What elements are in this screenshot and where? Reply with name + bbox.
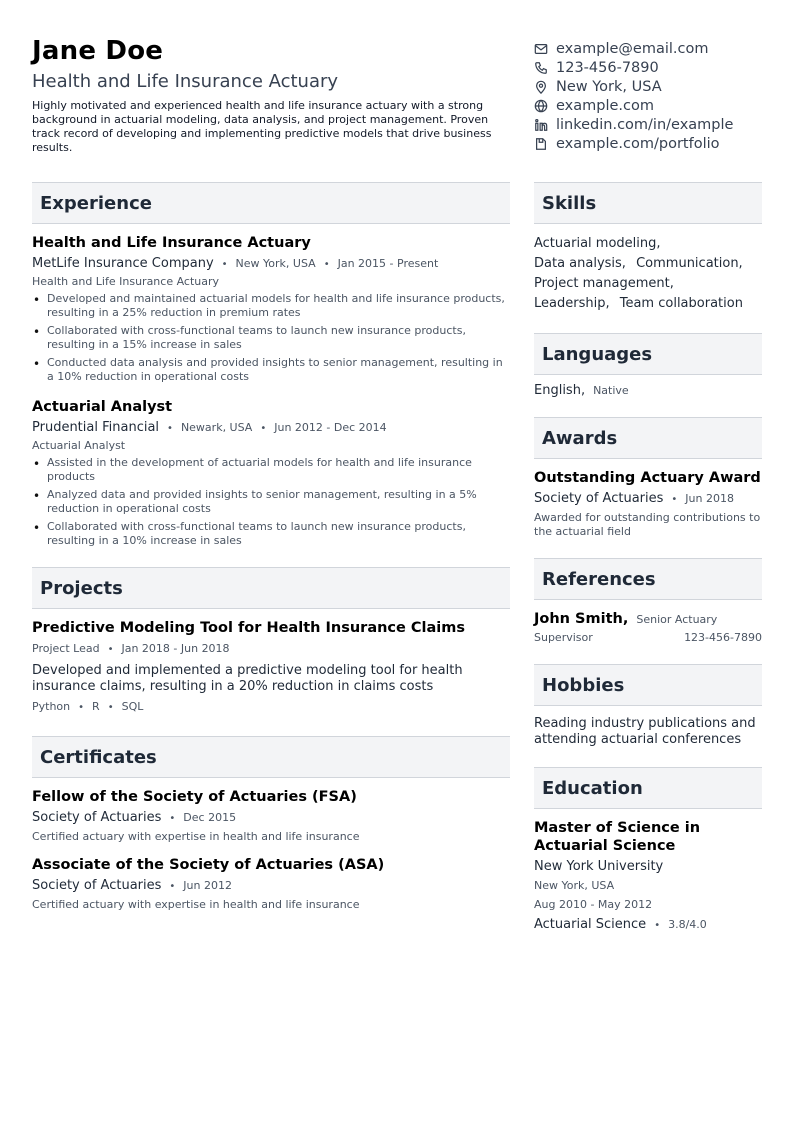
contact-website[interactable] — [534, 96, 762, 115]
side-column — [534, 182, 762, 935]
award-meta — [534, 490, 762, 509]
bullet-item: • Assisted in the development of actuarial models for health and life insurance products — [32, 456, 510, 484]
contact-phone[interactable] — [534, 58, 762, 77]
candidate-headline: Health and Life Insurance Actuary — [32, 71, 339, 92]
projects-heading: Projects — [32, 567, 510, 609]
job-company: MetLife Insurance Company — [32, 256, 214, 271]
award-description: Awarded for outstanding contributions to the actuarial field — [534, 511, 761, 538]
project-name: Predictive Modeling Tool for Health Insurance Claims — [32, 620, 466, 636]
education-school-line — [534, 858, 762, 876]
job-role: Actuarial Analyst — [32, 439, 126, 452]
job-bullets — [32, 456, 510, 548]
separator-dot: • — [260, 423, 267, 434]
certificates-heading: Certificates — [32, 736, 510, 778]
main-column — [32, 182, 510, 935]
job-location: New York, USA — [235, 257, 316, 270]
separator-dot: • — [169, 881, 176, 892]
skill-item: Communication, — [636, 256, 743, 271]
skills-list — [534, 234, 762, 314]
location-text: New York, USA — [556, 78, 662, 95]
job-location: Newark, USA — [180, 421, 253, 434]
separator-dot: • — [323, 259, 330, 270]
certificate-name: Fellow of the Society of Actuaries (FSA) — [32, 789, 357, 805]
reference-detail-line — [534, 629, 762, 645]
bullet-item: • Collaborated with cross-functional teams to launch new insurance products, resulting in a 15% increase in sales — [32, 324, 510, 352]
certificate-date: Dec 2015 — [183, 811, 237, 824]
job-position: Health and Life Insurance Actuary — [32, 235, 311, 251]
certificate-name: Associate of the Society of Actuaries (ASA) — [32, 857, 385, 873]
job-company: Prudential Financial — [32, 420, 160, 435]
project-role: Project Lead — [32, 642, 100, 655]
phone-text: 123-456-7890 — [556, 59, 659, 76]
contact-location — [534, 77, 762, 96]
skill-item: Data analysis, — [534, 256, 626, 271]
project-description: Developed and implemented a predictive modeling tool for health insurance claims, resulting in a 20% reduction in claims costs — [32, 663, 463, 694]
education-location: New York, USA — [534, 879, 615, 892]
education-dates: Aug 2010 - May 2012 — [534, 898, 653, 911]
certificate-description: Certified actuary with expertise in health and life insurance — [32, 898, 360, 911]
tech-item: Python — [32, 700, 71, 713]
bullet-item: • Collaborated with cross-functional teams to launch new insurance products, resulting in a 10% increase in sales — [32, 520, 510, 548]
mail-icon — [534, 42, 548, 56]
certificate-entry — [32, 856, 510, 912]
separator-dot: • — [169, 813, 176, 824]
project-meta — [32, 640, 510, 659]
award-entry — [534, 469, 762, 539]
portfolio-text: example.com/portfolio — [556, 135, 720, 152]
resume-header — [32, 36, 762, 155]
certificate-issuer: Society of Actuaries — [32, 878, 162, 893]
award-issuer: Society of Actuaries — [534, 491, 664, 506]
certificate-meta — [32, 809, 510, 828]
certificate-description: Certified actuary with expertise in health and life insurance — [32, 830, 360, 843]
job-position: Actuarial Analyst — [32, 399, 173, 415]
education-degree: Master of Science in Actuarial Science — [534, 820, 701, 854]
header-left — [32, 36, 510, 155]
globe-icon — [534, 99, 548, 113]
experience-heading: Experience — [32, 182, 510, 224]
bullet-item: • Analyzed data and provided insights to senior management, resulting in a 5% reduction in operational costs — [32, 488, 510, 516]
job-dates: Jan 2015 - Present — [337, 257, 439, 270]
reference-name-line — [534, 610, 762, 629]
language-entry — [534, 383, 762, 398]
certificate-issuer: Society of Actuaries — [32, 810, 162, 825]
reference-phone: 123-456-7890 — [684, 631, 762, 644]
language-name: English, — [534, 383, 586, 398]
project-dates: Jan 2018 - Jun 2018 — [121, 642, 230, 655]
bullet-item: • Conducted data analysis and provided insights to senior management, resulting in a 10% reduction in operational costs — [32, 356, 510, 384]
certificate-entry — [32, 788, 510, 844]
certificate-date: Jun 2012 — [183, 879, 232, 892]
experience-entry — [32, 234, 510, 384]
job-role: Health and Life Insurance Actuary — [32, 275, 220, 288]
resume-page — [32, 36, 762, 935]
contact-portfolio[interactable] — [534, 134, 762, 153]
reference-relation: Supervisor — [534, 631, 593, 644]
reference-position: Senior Actuary — [636, 613, 718, 626]
education-entry — [534, 819, 762, 935]
hobbies-heading: Hobbies — [534, 664, 762, 706]
education-heading: Education — [534, 767, 762, 809]
portfolio-icon — [534, 137, 548, 151]
experience-entry — [32, 398, 510, 548]
separator-dot: • — [654, 920, 661, 931]
skill-item: Team collaboration — [619, 296, 743, 311]
certificate-meta — [32, 877, 510, 896]
tech-item: R — [92, 700, 100, 713]
contact-email[interactable] — [534, 39, 762, 58]
linkedin-icon — [534, 118, 548, 132]
contact-linkedin[interactable] — [534, 115, 762, 134]
contact-list — [534, 36, 762, 155]
award-date: Jun 2018 — [685, 492, 734, 505]
job-meta — [32, 419, 510, 438]
education-gpa: 3.8/4.0 — [668, 918, 707, 931]
job-bullets — [32, 292, 510, 384]
education-school: New York University — [534, 859, 664, 874]
website-text: example.com — [556, 97, 654, 114]
summary-text: Highly motivated and experienced health and life insurance actuary with a strong background in actuarial modeling, data analysis, and project management. Proven track record of developing and implementing predictive models that drive business results. — [32, 99, 492, 154]
language-level: Native — [593, 384, 629, 397]
education-field-line — [534, 916, 762, 935]
resume-columns — [32, 182, 762, 935]
project-entry — [32, 619, 510, 717]
reference-entry — [534, 610, 762, 645]
tech-item: SQL — [121, 700, 144, 713]
linkedin-text: linkedin.com/in/example — [556, 116, 734, 133]
references-heading: References — [534, 558, 762, 600]
skills-heading: Skills — [534, 182, 762, 224]
job-dates: Jun 2012 - Dec 2014 — [274, 421, 387, 434]
separator-dot: • — [167, 423, 173, 434]
reference-name: John Smith, — [534, 611, 629, 627]
skill-item: Project management, — [534, 276, 674, 291]
awards-heading: Awards — [534, 417, 762, 459]
languages-heading: Languages — [534, 333, 762, 375]
education-field: Actuarial Science — [534, 917, 647, 932]
candidate-name: Jane Doe — [32, 36, 164, 66]
hobbies-text: Reading industry publications and attending actuarial conferences — [534, 716, 756, 747]
email-text: example@email.com — [556, 40, 709, 57]
skill-item: Actuarial modeling, — [534, 236, 661, 251]
project-tech — [32, 698, 510, 717]
separator-dot: • — [107, 702, 114, 713]
separator-dot: • — [671, 494, 678, 505]
phone-icon — [534, 61, 548, 75]
award-name: Outstanding Actuary Award — [534, 470, 761, 486]
separator-dot: • — [221, 259, 228, 270]
job-meta — [32, 255, 510, 274]
separator-dot: • — [78, 702, 85, 713]
map-pin-icon — [534, 80, 548, 94]
separator-dot: • — [107, 644, 114, 655]
bullet-item: • Developed and maintained actuarial models for health and life insurance products, resulting in a 25% reduction in premium rates — [32, 292, 510, 320]
skill-item: Leadership, — [534, 296, 610, 311]
